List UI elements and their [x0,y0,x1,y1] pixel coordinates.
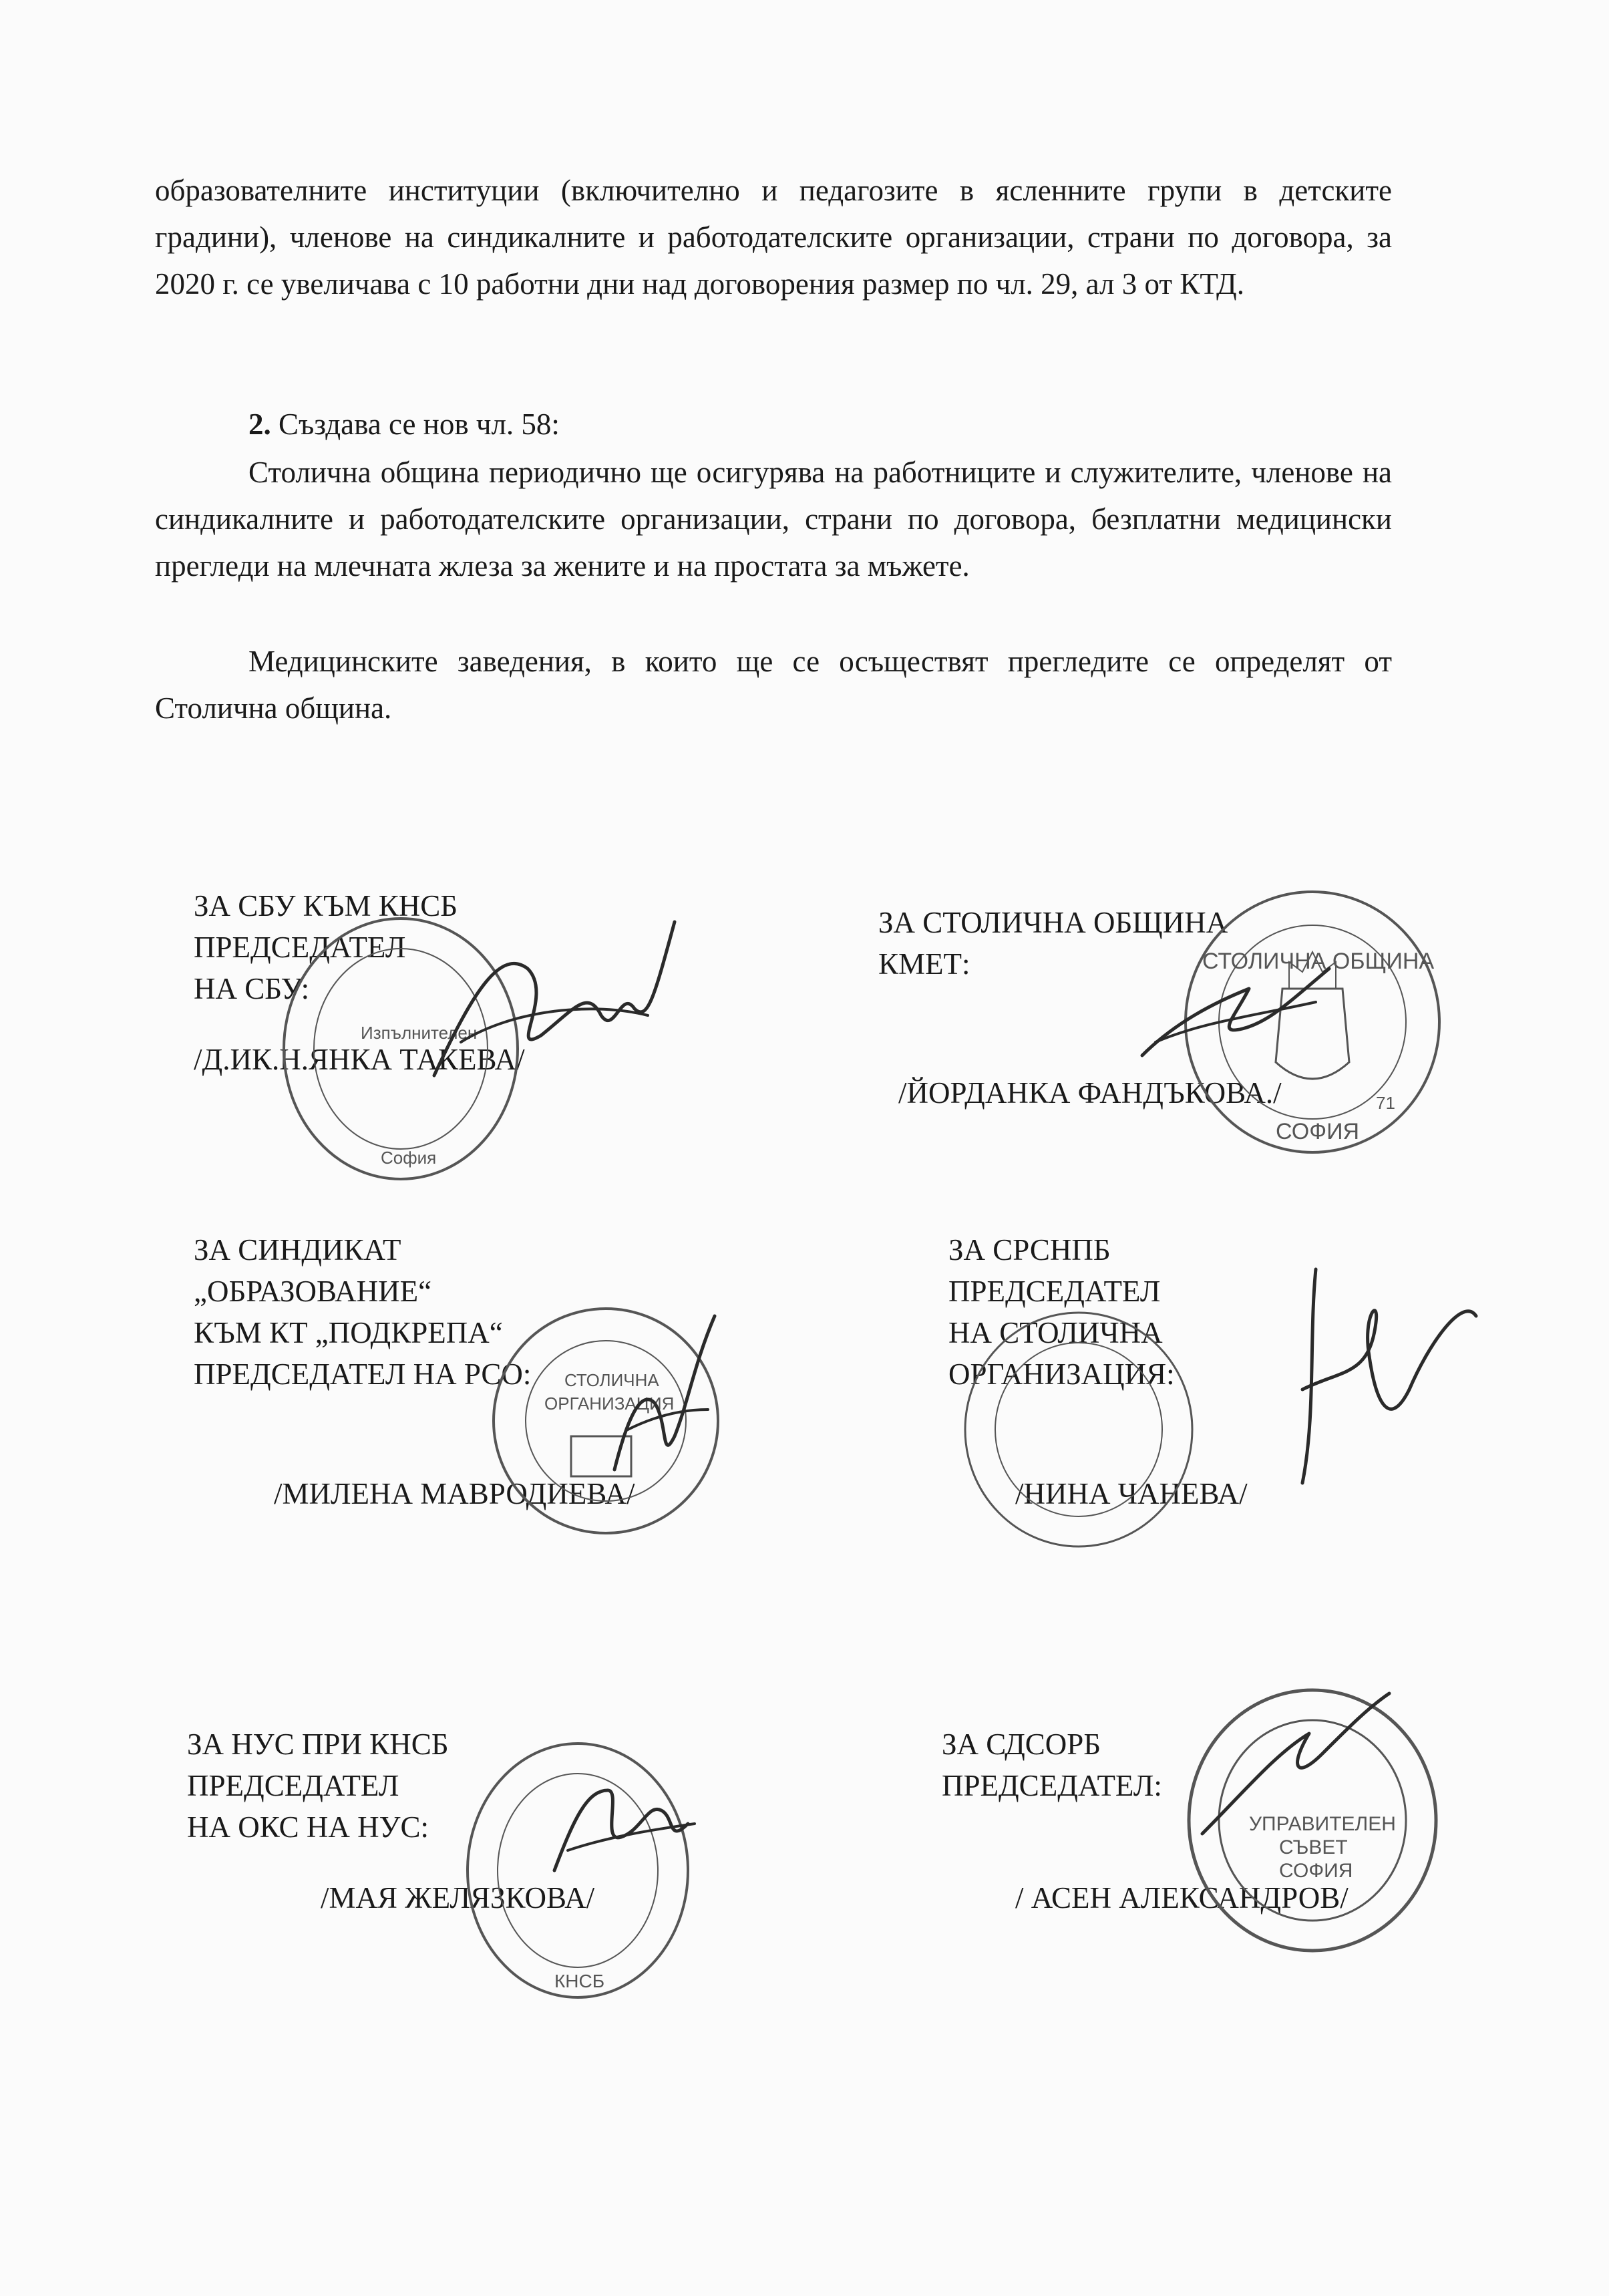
title-line: ОРГАНИЗАЦИЯ: [948,1357,1175,1391]
signatory-srsnpb-name: /НИНА ЧАНЕВА/ [1015,1477,1248,1510]
stamp-text: СОФИЯ [1279,1860,1353,1882]
stamp-text: 71 [1376,1093,1395,1113]
title-line: ЗА СТОЛИЧНА ОБЩИНА [878,906,1228,939]
srsnpb-signature [1289,1256,1489,1496]
paragraph-4: Медицинските заведения, в които ще се осъществят прегледите се определят от Столична община. [155,645,1392,725]
signatory-sdsorb-title [942,1724,1162,1806]
signatory-so-name: /ЙОРДАНКА ФАНДЪКОВА./ [898,1076,1282,1110]
title-line: ЗА СБУ КЪМ КНСБ [194,889,458,923]
signatory-podkrepa-name: /МИЛЕНА МАВРОДИЕВА/ [274,1477,635,1510]
title-line: НА СТОЛИЧНА [948,1316,1163,1349]
stamp-text: СТОЛИЧНА ОБЩИНА [1202,949,1435,974]
srsnpb-stamp [962,1309,1196,1550]
title-line: КЪМ КТ „ПОДКРЕПА“ [194,1316,503,1349]
stamp-text: КНСБ [554,1971,605,1991]
nus-signature [548,1750,701,1884]
title-line: ЗА НУС ПРИ КНСБ [187,1728,449,1761]
stamp-text: Изпълнителен [361,1023,478,1043]
title-line: „ОБРАЗОВАНИЕ“ [194,1275,432,1308]
signatory-podkrepa-title [194,1229,531,1395]
stamp-text: СЪВЕТ [1279,1836,1348,1858]
paragraph-3: Столична община периодично ще осигурява на работниците и служителите, членове на синдикалните и работодателските организации, страни по договора, безплатни медицински прегледи на млечната жлеза за жените и на простата за мъжете. [155,456,1392,583]
title-line: ПРЕДСЕДАТЕЛ: [942,1769,1162,1802]
sdsorb-signature [1196,1687,1396,1847]
title-line: ПРЕДСЕДАТЕЛ [194,931,406,964]
point-number: 2. [248,407,271,441]
point-text: Създава се нов чл. 58: [279,407,560,441]
signatory-nus-title [187,1724,449,1848]
signatory-sdsorb-name: / АСЕН АЛЕКСАНДРОВ/ [1015,1881,1349,1915]
title-line: ПРЕДСЕДАТЕЛ [948,1275,1161,1308]
so-signature [1135,962,1336,1069]
title-line: ПРЕДСЕДАТЕЛ НА РСО: [194,1357,532,1391]
signatory-sbu-name: /Д.ИК.Н.ЯНКА ТАКЕВА/ [194,1043,525,1076]
stamp-text: СОФИЯ [1276,1119,1360,1144]
paragraph-2-heading [155,401,1392,448]
stamp-text: София [381,1148,437,1168]
paragraph-1: образователните институции (включително и педагозите в ясленните групи в детските градини), членове на синдикалните и работодателските организации, страни по договора, за 2020 г. се увеличава с 10 работни дни над договорения размер по чл. 29, ал 3 от КТД. [155,174,1392,301]
stamp-text: УПРАВИТЕЛЕН [1249,1813,1396,1835]
sbu-signature [421,909,688,1102]
title-line: ЗА СДСОРБ [942,1728,1101,1761]
title-line: ЗА СРСНПБ [948,1233,1111,1267]
title-line: ПРЕДСЕДАТЕЛ [187,1769,399,1802]
signatory-nus-name: /МАЯ ЖЕЛЯЗКОВА/ [321,1881,595,1915]
stamp-text: СТОЛИЧНА [564,1370,659,1390]
title-line: ЗА СИНДИКАТ [194,1233,401,1267]
title-line: КМЕТ: [878,947,970,981]
podkrepa-signature [601,1309,735,1483]
title-line: НА СБУ: [194,972,310,1005]
stamp-text: ОРГАНИЗАЦИЯ [544,1393,675,1414]
title-line: НА ОКС НА НУС: [187,1810,429,1844]
